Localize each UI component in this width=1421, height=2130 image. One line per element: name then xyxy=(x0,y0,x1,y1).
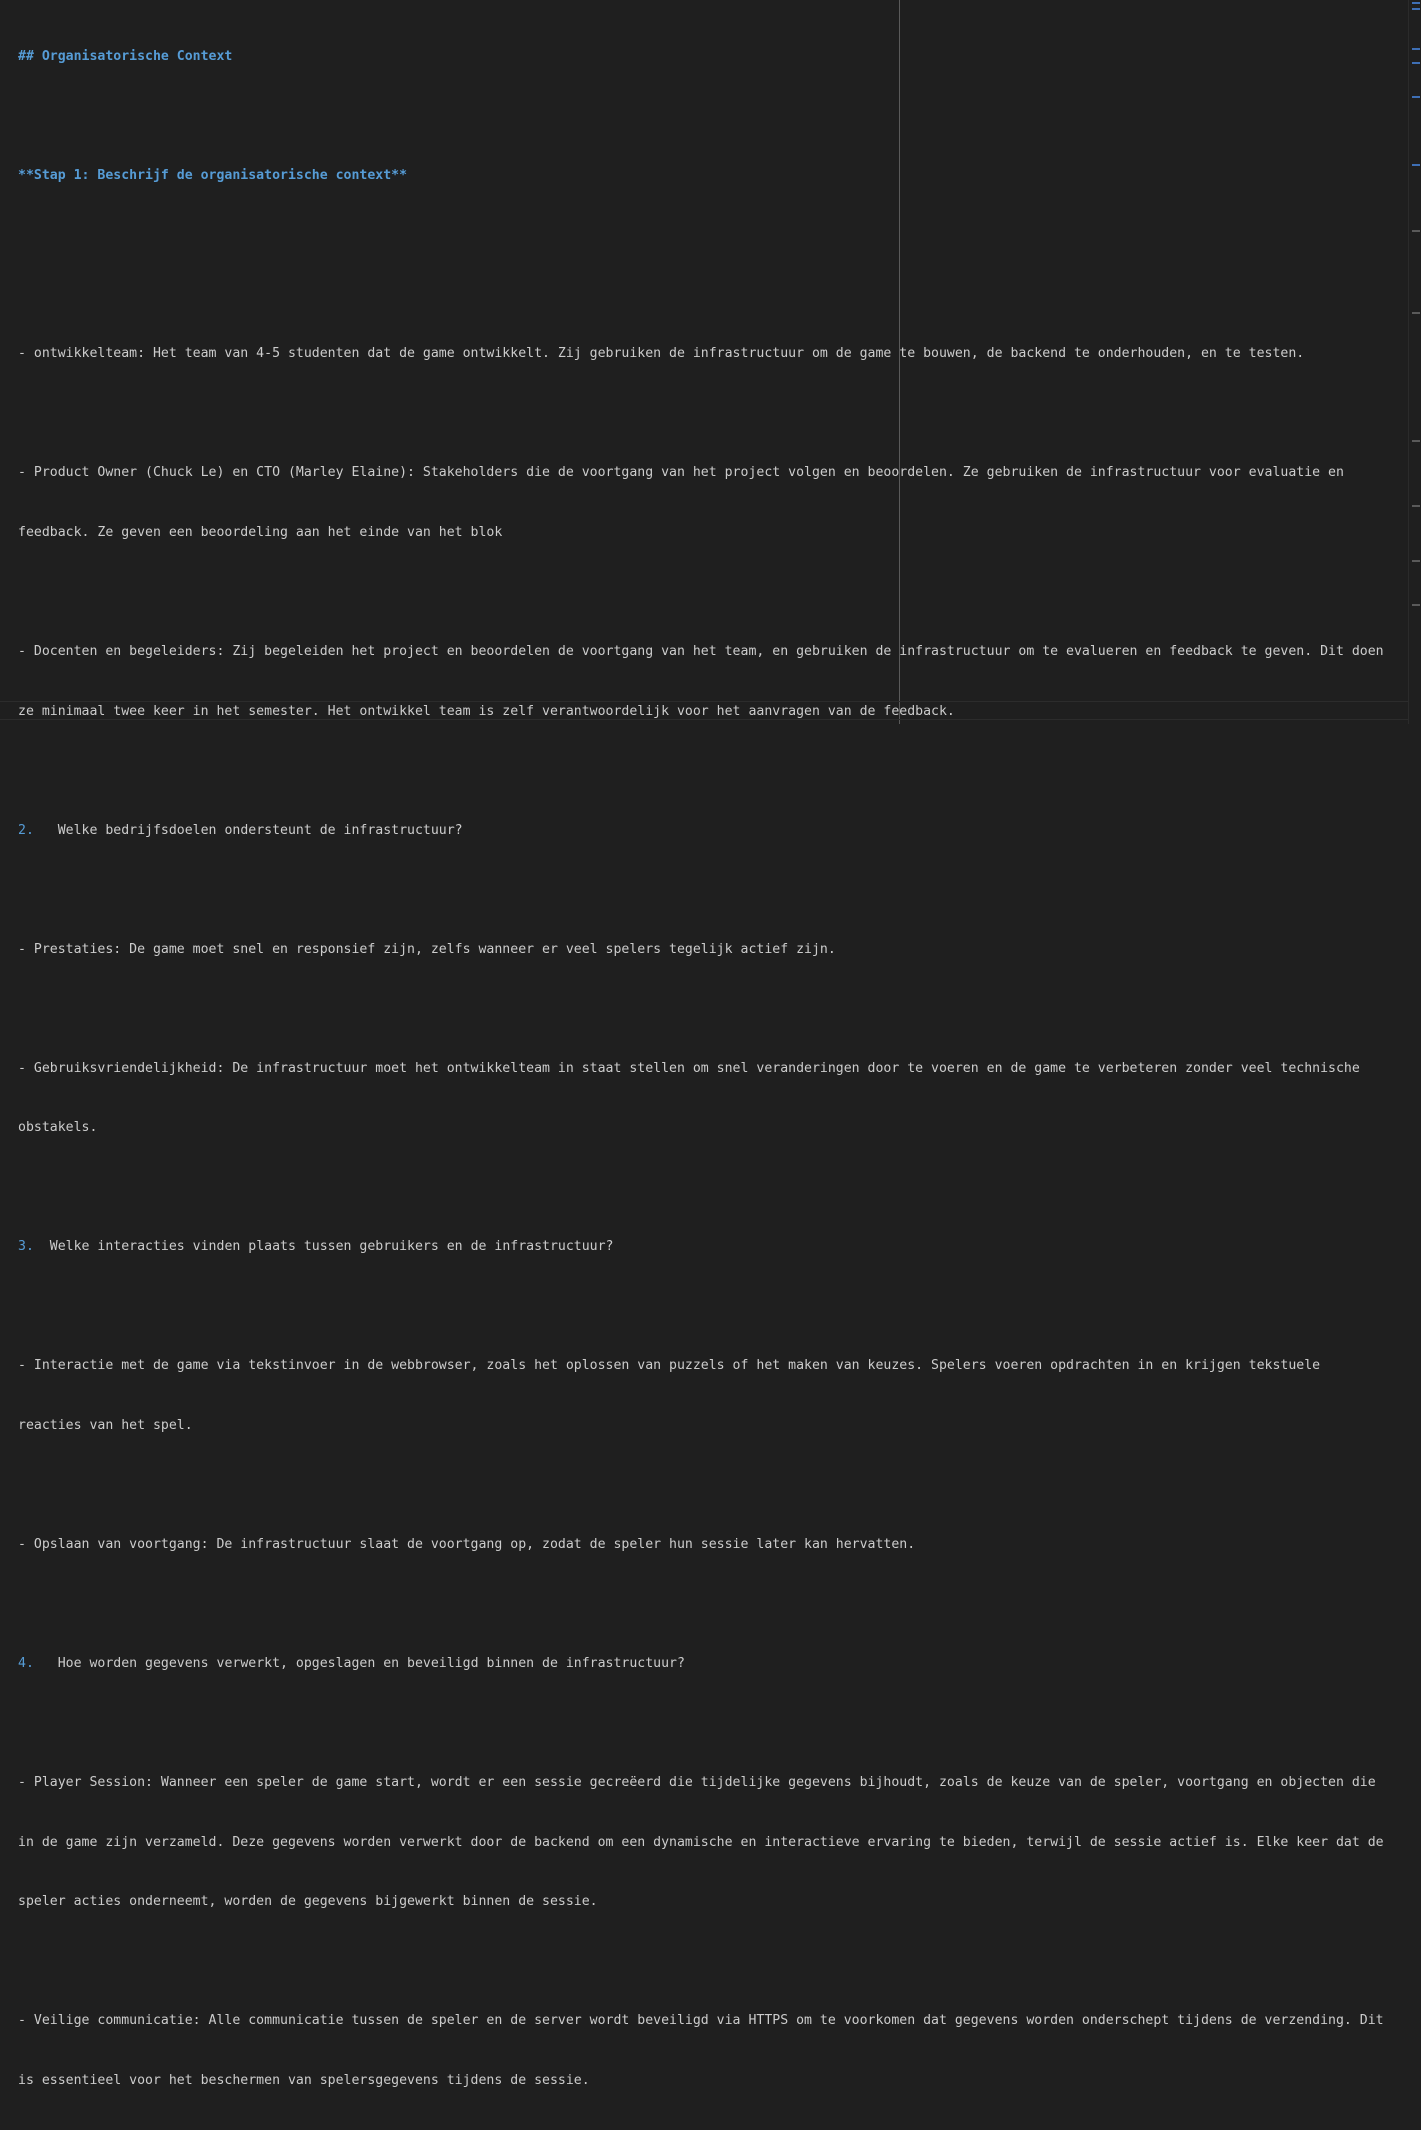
text-line: obstakels. xyxy=(18,1120,98,1136)
overview-ruler-mark xyxy=(1412,48,1420,50)
empty-line xyxy=(18,1178,1408,1198)
overview-ruler-mark xyxy=(1412,230,1420,232)
empty-line xyxy=(18,582,1408,602)
overview-ruler-mark xyxy=(1412,440,1420,442)
empty-line xyxy=(18,225,1408,245)
bold-step-heading: **Stap 1: Beschrijf de organisatorische context** xyxy=(18,167,408,183)
numbered-question-3 xyxy=(18,1237,1408,1257)
text-line: - Product Owner (Chuck Le) en CTO (Marley Elaine): Stakeholders die de voortgang van het project volgen en beoordelen. Ze gebruiken de infrastructuur voor evaluatie en xyxy=(18,465,1344,481)
text-line: reacties van het spel. xyxy=(18,1417,193,1433)
empty-line xyxy=(18,880,1408,900)
text-line: feedback. Ze geven een beoordeling aan het einde van het blok xyxy=(18,524,503,540)
empty-line xyxy=(18,999,1408,1019)
numbered-question-1 xyxy=(18,285,1408,305)
text-line: ze minimaal twee keer in het semester. Het ontwikkel team is zelf verantwoordelijk voor het aanvragen van de feedback. xyxy=(18,703,955,719)
overview-ruler-mark xyxy=(1412,505,1420,507)
numbered-question-2 xyxy=(18,821,1408,841)
empty-line xyxy=(18,1297,1408,1317)
text-line: - Prestaties: De game moet snel en responsief zijn, zelfs wanneer er veel spelers tegelijk actief zijn. xyxy=(18,941,836,957)
overview-ruler-mark xyxy=(1412,560,1420,562)
empty-line xyxy=(18,1475,1408,1495)
text-line: - Opslaan van voortgang: De infrastructuur slaat de voortgang op, zodat de speler hun sessie later kan hervatten. xyxy=(18,1536,916,1552)
text-line: - Interactie met de game via tekstinvoer in de webbrowser, zoals het oplossen van puzzels of het maken van keuzes. Spelers voeren opdrachten in en krijgen tekstuele xyxy=(18,1358,1321,1374)
numbered-question-4 xyxy=(18,1654,1408,1674)
text-line: - Player Session: Wanneer een speler de game start, wordt er een sessie gecreëerd die tijdelijke gegevens bijhoudt, zoals de keuze van de speler, voortgang en objecten die xyxy=(18,1775,1376,1791)
overview-ruler-mark xyxy=(1412,2,1420,4)
overview-ruler-mark xyxy=(1412,96,1420,98)
list-number: 3. xyxy=(18,1239,34,1255)
text-line: - ontwikkelteam: Het team van 4-5 studenten dat de game ontwikkelt. Zij gebruiken de infrastructuur om de game te bouwen, de backend te onderhouden, en te testen. xyxy=(18,346,1305,362)
overview-ruler-mark xyxy=(1412,312,1420,314)
empty-line xyxy=(18,761,1408,781)
list-item-text: Hoe worden gegevens verwerkt, opgeslagen en beveiligd binnen de infrastructuur? xyxy=(33,1656,685,1672)
empty-line xyxy=(18,106,1408,126)
empty-line xyxy=(18,1595,1408,1615)
markdown-heading: ## Organisatorische Context xyxy=(18,48,233,64)
editor-text-area[interactable] xyxy=(18,7,1408,2130)
empty-line xyxy=(18,1952,1408,1972)
text-line: - Gebruiksvriendelijkheid: De infrastructuur moet het ontwikkelteam in staat stellen om snel veranderingen door te voeren en de game te verbeteren zonder veel technische xyxy=(18,1060,1360,1076)
list-item-text: Welke bedrijfsdoelen ondersteunt de infrastructuur? xyxy=(33,822,463,838)
text-line: in de game zijn verzameld. Deze gegevens worden verwerkt door de backend om een dynamische en interactieve ervaring te bieden, terwijl de sessie actief is. Elke keer dat de xyxy=(18,1834,1384,1850)
list-number: 2. xyxy=(18,822,34,838)
text-line: is essentieel voor het beschermen van spelersgegevens tijdens de sessie. xyxy=(18,2072,590,2088)
empty-line xyxy=(18,1714,1408,1734)
text-line: - Veilige communicatie: Alle communicatie tussen de speler en de server wordt beveiligd via HTTPS om te voorkomen dat gegevens worden onderschept tijdens de verzending. Dit xyxy=(18,2013,1384,2029)
text-line: speler acties onderneemt, worden de gegevens bijgewerkt binnen de sessie. xyxy=(18,1894,598,1910)
empty-line xyxy=(18,404,1408,424)
overview-ruler-mark xyxy=(1412,164,1420,166)
vertical-scrollbar[interactable] xyxy=(1408,0,1421,724)
overview-ruler-mark xyxy=(1412,604,1420,606)
overview-ruler-mark xyxy=(1412,62,1420,64)
list-item-text: Welke interacties vinden plaats tussen gebruikers en de infrastructuur? xyxy=(33,1239,614,1255)
text-line: - Docenten en begeleiders: Zij begeleiden het project en beoordelen de voortgang van het team, en gebruiken de infrastructuur om te evalueren en feedback te geven. Dit doen xyxy=(18,644,1384,659)
list-number: 4. xyxy=(18,1656,34,1672)
overview-ruler-mark xyxy=(1412,8,1420,10)
